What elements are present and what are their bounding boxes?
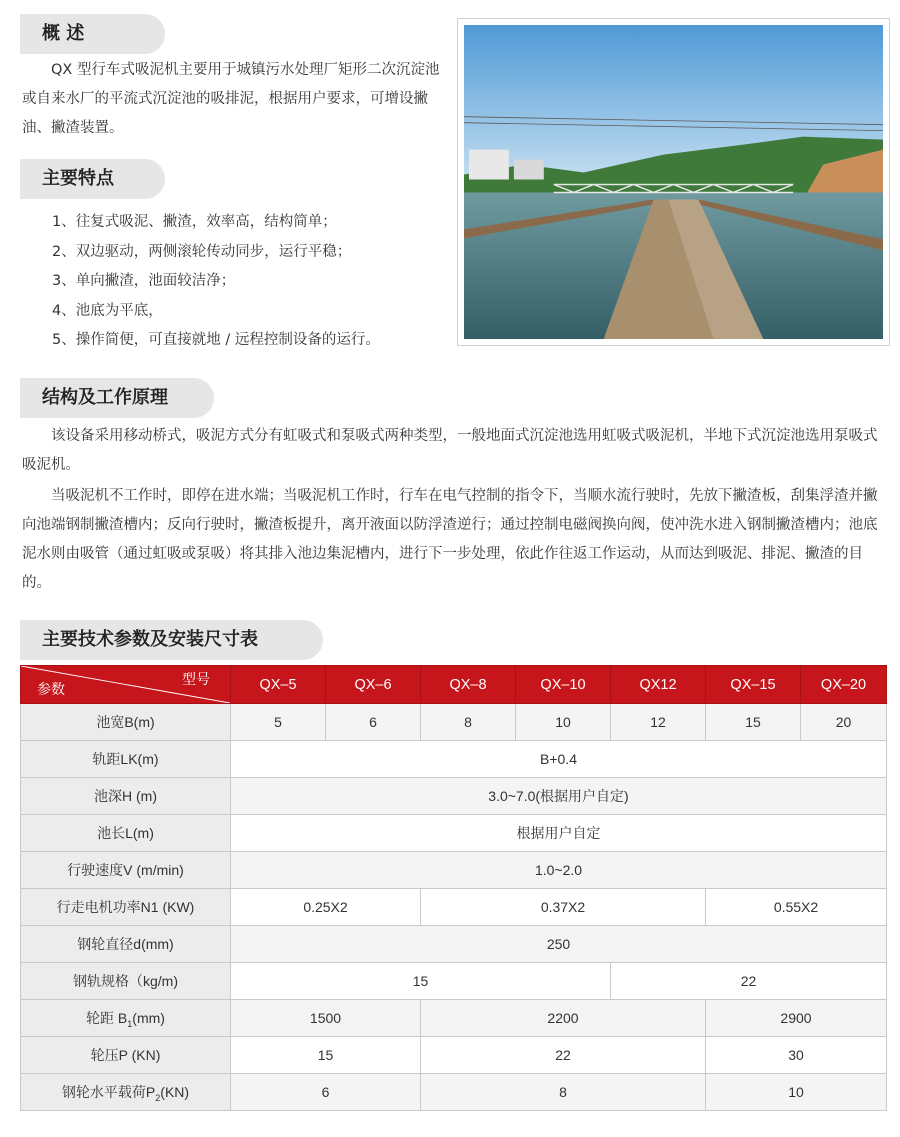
table-cell: 8 (421, 704, 516, 741)
model-header: QX–15 (706, 666, 801, 704)
row-label: 轮压P (KN) (21, 1037, 231, 1074)
feature-item: 4、池底为平底， (52, 302, 163, 319)
table-cell: 20 (801, 704, 887, 741)
model-header: QX–8 (421, 666, 516, 704)
table-row (21, 963, 887, 1000)
features-heading (20, 159, 165, 199)
structure-heading (20, 378, 214, 418)
spec-table (20, 665, 887, 1111)
table-cell: 15 (231, 963, 611, 1000)
table-cell: 6 (326, 704, 421, 741)
table-row (21, 1037, 887, 1074)
row-label-unit: (KN) (160, 1083, 190, 1100)
row-label-text: 钢轮水平载荷P (61, 1083, 156, 1100)
row-label: 池长L(m) (21, 815, 231, 852)
table-cell: 12 (611, 704, 706, 741)
table-row (21, 741, 887, 778)
table-row (21, 704, 887, 741)
row-label: 轨距LK(m) (21, 741, 231, 778)
table-cell: 8 (421, 1074, 706, 1111)
structure-paragraph-2: 当吸泥机不工作时，即停在进水端；当吸泥机工作时，行车在电气控制的指令下，当顺水流行驶时，先放下撇渣板，刮集浮渣并撇向池端钢制撇渣槽内；反向行驶时，撇渣板提升，离开液面以防浮渣逆行；通过控制电磁阀换向阀，使冲洗水进入钢制撇渣槽内；池底泥水则由吸管（通过虹吸或泵吸）将其排入池边集泥槽内，进行下一步处理，依此作往返工作运动，从而达到吸泥、排泥、撇渣的目的。 (22, 488, 878, 591)
row-label: 钢轮直径d(mm) (21, 926, 231, 963)
table-cell: 15 (231, 1037, 421, 1074)
row-label-text: 轮距 B (86, 1009, 128, 1026)
table-cell: 15 (706, 704, 801, 741)
structure-paragraph-1: 该设备采用移动桥式，吸泥方式分有虹吸式和泵吸式两种类型，一般地面式沉淀池选用虹吸式吸泥机，半地下式沉淀池选用泵吸式吸泥机。 (22, 428, 878, 473)
corner-cell (21, 666, 231, 704)
table-cell: 10 (516, 704, 611, 741)
table-cell: B+0.4 (231, 741, 887, 778)
table-cell: 1.0~2.0 (231, 852, 887, 889)
overview-heading (20, 14, 165, 54)
corner-param-label: 参数 (37, 681, 65, 697)
feature-item: 1、往复式吸泥、撇渣，效率高，结构简单； (52, 214, 337, 230)
table-row (21, 889, 887, 926)
feature-item: 2、双边驱动，两侧滚轮传动同步，运行平稳； (52, 243, 352, 260)
table-title: 主要技术参数及安装尺寸表 (42, 629, 258, 650)
table-cell: 30 (706, 1037, 887, 1074)
row-label: 池宽B(m) (21, 704, 231, 741)
table-cell: 0.55X2 (706, 889, 887, 926)
table-cell: 2200 (421, 1000, 706, 1037)
feature-item: 5、操作简便，可直接就地 / 远程控制设备的运行。 (52, 332, 380, 348)
table-cell: 0.25X2 (231, 889, 421, 926)
row-label-subscript: 2 (155, 1092, 161, 1103)
overview-text: QX 型行车式吸泥机主要用于城镇污水处理厂矩形二次沉淀池或自来水厂的平流式沉淀池的吸排泥，根据用户要求，可增设撇油、撇渣装置。 (22, 62, 440, 136)
model-header: QX–5 (231, 666, 326, 704)
table-cell: 22 (421, 1037, 706, 1074)
features-list (52, 208, 380, 356)
table-row (21, 815, 887, 852)
table-row (21, 1074, 887, 1111)
table-cell: 6 (231, 1074, 421, 1111)
table-cell: 3.0~7.0(根据用户自定) (231, 778, 887, 815)
row-label-subscript: 1 (127, 1018, 133, 1029)
model-header: QX–6 (326, 666, 421, 704)
overview-title: 概 述 (42, 23, 85, 44)
tank-illustration (464, 25, 883, 339)
row-label: 池深H (m) (21, 778, 231, 815)
sedimentation-tank-photo (457, 18, 890, 346)
table-row (21, 778, 887, 815)
corner-model-label: 型号 (182, 671, 210, 687)
model-header: QX–10 (516, 666, 611, 704)
table-header-row (21, 666, 887, 704)
table-cell: 2900 (706, 1000, 887, 1037)
features-title: 主要特点 (42, 168, 114, 189)
table-cell: 10 (706, 1074, 887, 1111)
row-label (21, 1000, 231, 1037)
table-row (21, 926, 887, 963)
table-cell: 0.37X2 (421, 889, 706, 926)
table-cell: 1500 (231, 1000, 421, 1037)
table-row (21, 852, 887, 889)
row-label: 钢轨规格（kg/m) (21, 963, 231, 1000)
table-row (21, 1000, 887, 1037)
row-label-unit: (mm) (132, 1009, 165, 1026)
table-cell: 5 (231, 704, 326, 741)
row-label: 行驶速度V (m/min) (21, 852, 231, 889)
table-cell: 22 (611, 963, 887, 1000)
table-cell: 250 (231, 926, 887, 963)
table-cell: 根据用户自定 (231, 815, 887, 852)
model-header: QX–20 (801, 666, 887, 704)
row-label: 行走电机功率N1 (KW) (21, 889, 231, 926)
feature-item: 3、单向撇渣，池面较洁净； (52, 273, 236, 289)
table-heading (20, 620, 323, 660)
structure-title: 结构及工作原理 (42, 387, 168, 408)
row-label (21, 1074, 231, 1111)
model-header: QX12 (611, 666, 706, 704)
